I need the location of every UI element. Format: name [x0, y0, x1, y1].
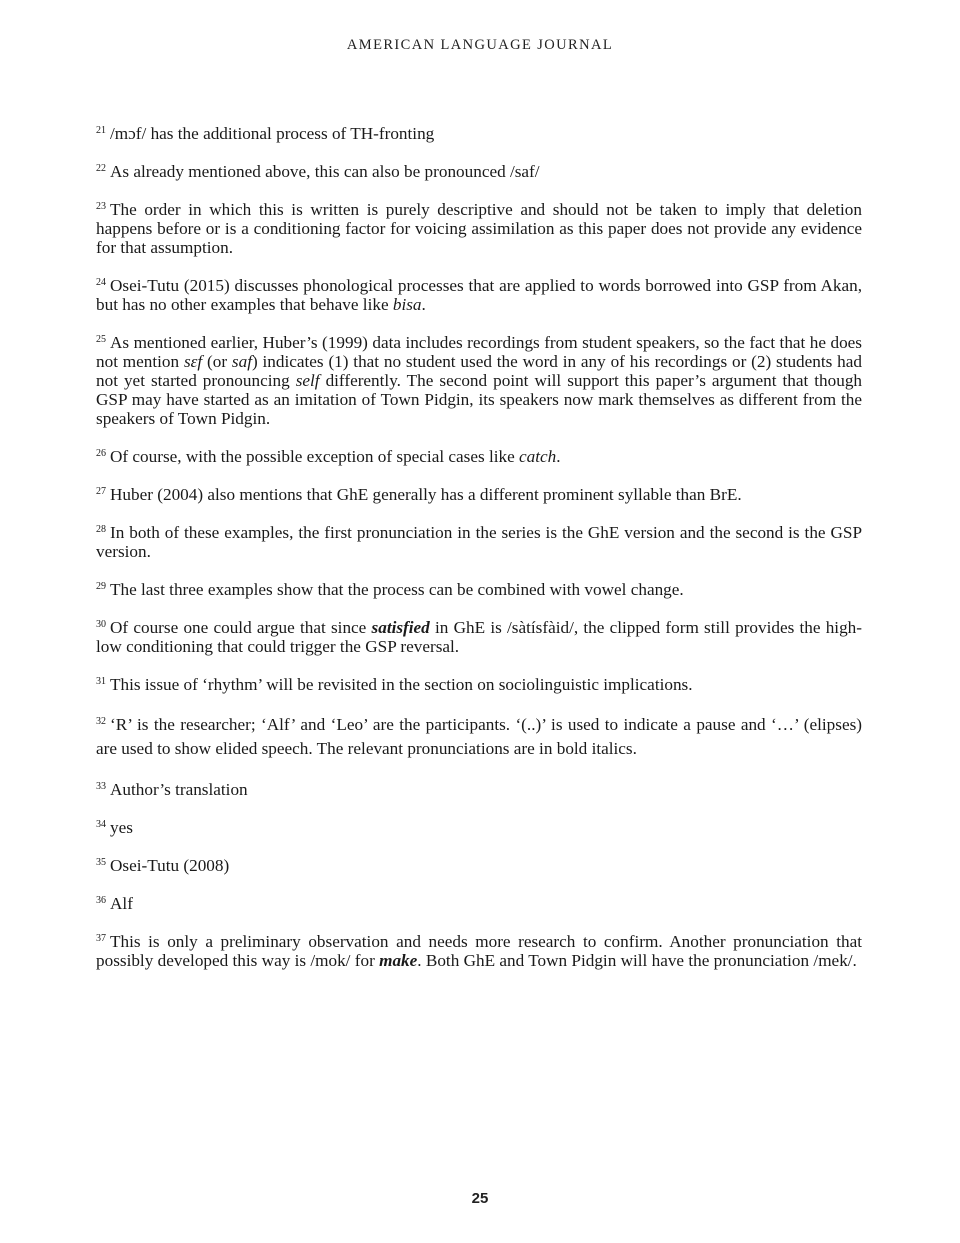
footnote-text: As already mentioned above, this can also be pronounced /saf/ — [110, 162, 540, 181]
footnote-25 — [96, 333, 862, 428]
footnote-number: 33 — [96, 781, 106, 792]
footnote-text: As mentioned earlier, Huber’s (1999) data includes recordings from student speakers, so the fact that he does not mention — [96, 333, 862, 371]
footnote-text: Of course, with the possible exception of special cases like — [110, 447, 520, 466]
footnote-number: 29 — [96, 581, 106, 592]
footnote-text: in GhE is /sàtísfàid/, the clipped form still provides the high-low conditioning that could trigger the GSP reversal. — [96, 618, 862, 656]
footnote-text: ) indicates (1) that no student used the word in any of his recordings or (2) students had not yet started pronouncing — [96, 352, 862, 390]
footnote-text: The order in which this is written is purely descriptive and should not be taken to imply that deletion happens before or is a conditioning factor for voicing assimilation as this paper does not provide any evidence for that assumption. — [96, 200, 862, 257]
footnote-21 — [96, 124, 862, 143]
footnote-35 — [96, 856, 862, 875]
footnote-30 — [96, 618, 862, 656]
footnote-text: The last three examples show that the process can be combined with vowel change. — [110, 580, 684, 599]
footnote-37 — [96, 932, 862, 970]
footnote-27 — [96, 485, 862, 504]
footnote-text: . — [421, 295, 426, 314]
footnote-number: 36 — [96, 895, 106, 906]
footnote-28 — [96, 523, 862, 561]
footnote-32 — [96, 713, 862, 761]
footnote-24 — [96, 276, 862, 314]
footnote-text: . Both GhE and Town Pidgin will have the pronunciation /mek/. — [417, 951, 857, 970]
footnote-bold-italic-term: make — [379, 951, 418, 970]
footnote-23 — [96, 200, 862, 257]
footnote-33 — [96, 780, 862, 799]
footnote-text: differently. The second point will support this paper’s argument that though GSP may have started as an imitation of Town Pidgin, its speakers now mark themselves as different from the speakers of Town Pidgin. — [96, 371, 863, 428]
footnote-text: yes — [110, 818, 133, 837]
footnote-text: This issue of ‘rhythm’ will be revisited in the section on sociolinguistic implications. — [110, 675, 693, 694]
footnote-italic-term: self — [295, 371, 320, 390]
footnote-text: (or — [202, 352, 232, 371]
footnote-italic-term: bisa — [392, 295, 422, 314]
footnote-36 — [96, 894, 862, 913]
footnote-number: 34 — [96, 819, 106, 830]
footnote-number: 23 — [96, 201, 106, 212]
footnote-text: Huber (2004) also mentions that GhE generally has a different prominent syllable than BrE. — [110, 485, 742, 504]
footnote-italic-term: sɛf — [183, 352, 203, 371]
footnote-number: 27 — [96, 486, 106, 497]
footnote-text: In both of these examples, the first pronunciation in the series is the GhE version and the second is the GSP version. — [96, 523, 862, 561]
footnote-text: Osei-Tutu (2008) — [110, 856, 230, 875]
footnote-text: Of course one could argue that since — [110, 618, 372, 637]
footnote-26 — [96, 447, 862, 466]
footnote-text: /mɔf/ has the additional process of TH-fronting — [110, 124, 435, 143]
footnote-number: 31 — [96, 676, 106, 687]
footnote-text: Osei-Tutu (2015) discusses phonological processes that are applied to words borrowed into GSP from Akan, but has no other examples that behave like — [96, 276, 862, 314]
footnote-29 — [96, 580, 862, 599]
footnote-number: 26 — [96, 448, 106, 459]
footnote-31 — [96, 675, 862, 694]
footnote-number: 24 — [96, 277, 106, 288]
footnote-text: Alf — [110, 894, 133, 913]
footnote-number: 32 — [96, 716, 106, 727]
footnote-number: 35 — [96, 857, 106, 868]
footnote-22 — [96, 162, 862, 181]
footnote-number: 22 — [96, 163, 106, 174]
footnote-text: This is only a preliminary observation and needs more research to confirm. Another pronunciation that possibly developed this way is /mok/ for — [96, 932, 862, 970]
footnote-bold-italic-term: satisfied — [371, 618, 430, 637]
footnote-text: . — [556, 447, 561, 466]
footnote-text: Author’s translation — [110, 780, 248, 799]
footnote-number: 37 — [96, 933, 106, 944]
page-number: 25 — [471, 1190, 489, 1207]
footnote-italic-term: catch — [519, 447, 557, 466]
running-head: AMERICAN LANGUAGE JOURNAL — [346, 37, 614, 53]
footnote-number: 30 — [96, 619, 106, 630]
footnote-italic-term: saf — [231, 352, 252, 371]
footnote-number: 21 — [96, 125, 106, 136]
footnote-34 — [96, 818, 862, 837]
footnotes — [96, 124, 862, 989]
footnote-number: 25 — [96, 334, 106, 345]
footnote-number: 28 — [96, 524, 106, 535]
footnote-text: ‘R’ is the researcher; ‘Alf’ and ‘Leo’ are the participants. ‘(..)’ is used to indicate a pause and ‘…’ (elipses) are used to show elided speech. The relevant pronunciations are in bold italics. — [96, 715, 862, 758]
